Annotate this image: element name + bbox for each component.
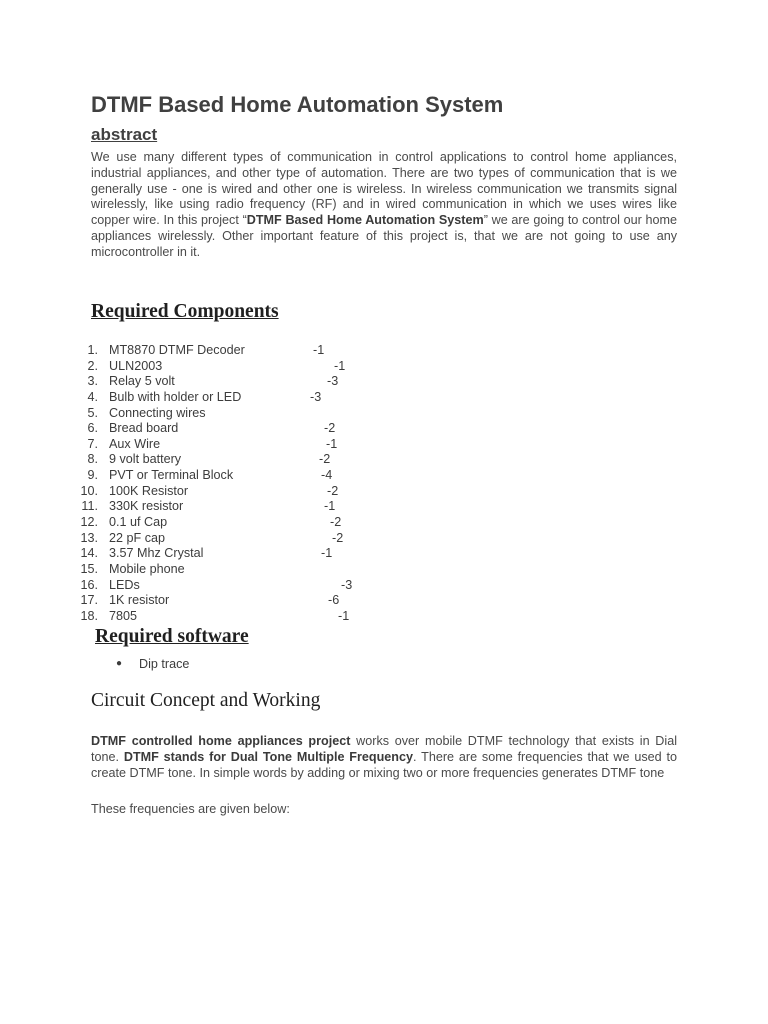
abstract-heading: abstract — [91, 125, 158, 144]
item-quantity: -1 — [338, 608, 350, 623]
bullet-icon: ● — [116, 658, 123, 669]
item-name: ULN2003 — [109, 358, 163, 373]
item-number: 1. — [87, 343, 98, 357]
abstract-paragraph — [91, 150, 677, 261]
item-name: Connecting wires — [109, 405, 206, 420]
item-quantity: -4 — [321, 468, 333, 483]
item-name: 330K resistor — [109, 499, 184, 514]
item-name: 100K Resistor — [109, 483, 189, 498]
item-name: LEDs — [109, 577, 140, 592]
item-number: 13. — [80, 530, 98, 545]
item-quantity: -2 — [330, 515, 342, 530]
item-number: 10. — [80, 483, 98, 498]
item-number: 4. — [87, 389, 98, 404]
item-quantity: -2 — [332, 530, 344, 545]
item-name: MT8870 DTMF Decoder — [109, 343, 245, 357]
item-quantity: -1 — [321, 546, 333, 561]
item-name: Mobile phone — [109, 561, 185, 576]
item-quantity: -1 — [326, 436, 338, 451]
circuit-bold-dtmf-definition: DTMF stands for Dual Tone Multiple Frequency — [123, 749, 413, 764]
abstract-bold-project-name: DTMF Based Home Automation System — [246, 213, 484, 228]
item-name: 3.57 Mhz Crystal — [109, 546, 204, 561]
item-number: 14. — [80, 546, 98, 561]
item-quantity: -2 — [327, 483, 339, 498]
circuit-concept-heading: Circuit Concept and Working — [91, 690, 321, 711]
item-number: 18. — [80, 608, 98, 623]
item-name: 0.1 uf Cap — [109, 515, 168, 530]
item-number: 15. — [80, 561, 98, 576]
item-number: 7. — [87, 436, 98, 451]
item-number: 11. — [81, 499, 98, 514]
item-quantity: -1 — [313, 343, 325, 357]
required-components-heading: Required Components — [91, 301, 279, 322]
circuit-text-part2: . There are some frequencies that we used to create DTMF tone. In simple words by adding or mixing two or more frequencies generates DTMF tone — [91, 749, 677, 780]
item-number: 2. — [87, 358, 98, 373]
item-quantity: -2 — [319, 452, 331, 467]
item-quantity: -6 — [328, 593, 340, 608]
item-number: 3. — [87, 374, 98, 389]
item-name: 22 pF cap — [109, 530, 166, 545]
item-name: 9 volt battery — [109, 452, 182, 467]
item-quantity: -3 — [310, 389, 322, 404]
item-quantity: -1 — [324, 499, 336, 514]
circuit-paragraph — [91, 734, 677, 781]
frequencies-intro: These frequencies are given below: — [91, 802, 290, 816]
document-title: DTMF Based Home Automation System — [91, 92, 504, 117]
item-quantity: -2 — [324, 421, 336, 436]
item-name: Relay 5 volt — [109, 374, 175, 389]
item-quantity: -3 — [327, 374, 339, 389]
item-number: 5. — [87, 405, 98, 420]
item-number: 8. — [87, 452, 98, 467]
item-name: 7805 — [109, 608, 138, 623]
circuit-bold-project: DTMF controlled home appliances project — [91, 734, 351, 748]
required-software-heading: Required software — [95, 626, 249, 647]
item-name: Bread board — [109, 421, 179, 436]
software-name: Dip trace — [139, 657, 190, 671]
item-name: 1K resistor — [109, 593, 170, 608]
item-name: PVT or Terminal Block — [109, 468, 234, 483]
abstract-text-part2: ” we are going to control our home appliances wirelessly. Other important feature of this project is, that we are not going to use any microcontroller in it. — [91, 213, 678, 259]
item-number: 17. — [80, 593, 98, 608]
item-number: 9. — [87, 468, 98, 483]
item-number: 12. — [80, 515, 98, 530]
item-name: Bulb with holder or LED — [109, 389, 242, 404]
abstract-text-part1: We use many different types of communication in control applications to control home appliances, industrial appliances, and other type of automation. There are two types of communication that is we generally use - one is wired and other one is wireless. In wireless communication we transmits signal wirelessly, like using radio frequency (RF) and in wired communication in which we uses wires like copper wire. In this project “ — [91, 150, 677, 228]
item-number: 16. — [80, 577, 98, 592]
item-name: Aux Wire — [109, 436, 161, 451]
item-quantity: -3 — [341, 577, 353, 592]
item-number: 6. — [87, 421, 98, 436]
item-quantity: -1 — [334, 358, 346, 373]
circuit-text-part1: works over mobile DTMF technology that exists in Dial tone. — [91, 734, 677, 764]
